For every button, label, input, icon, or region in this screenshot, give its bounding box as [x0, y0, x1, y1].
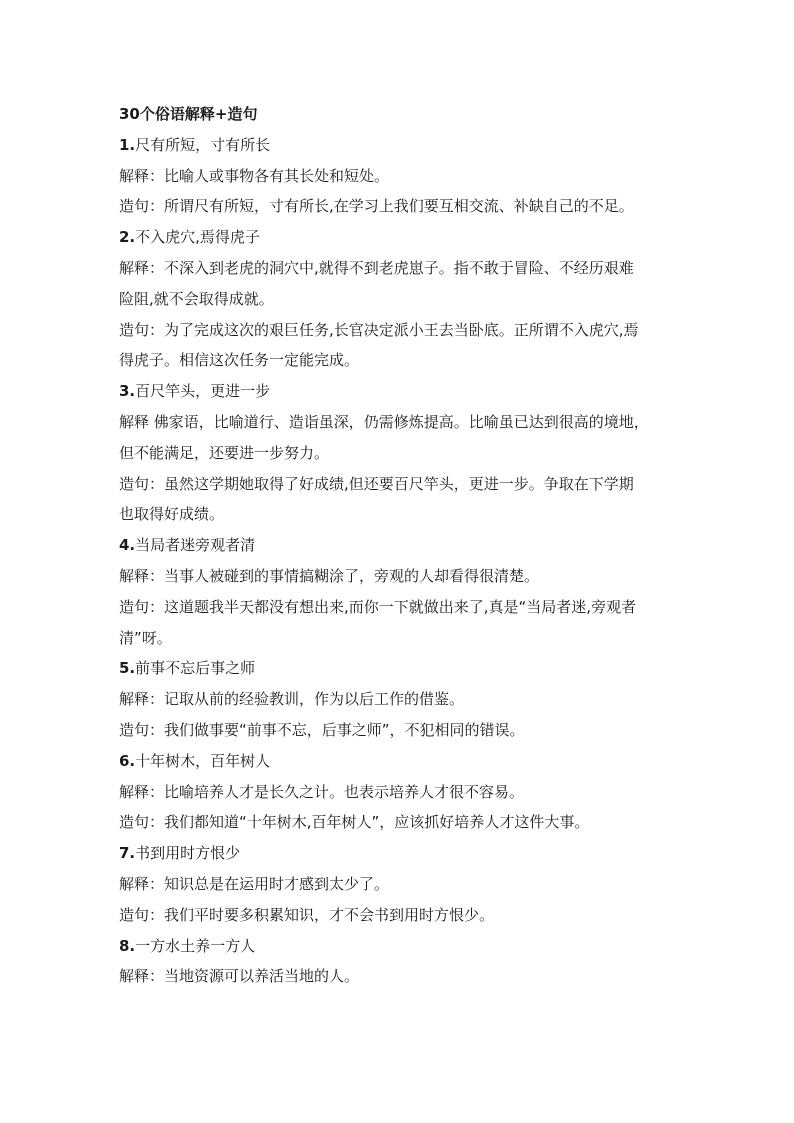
proverb-text: 当局者迷旁观者清 — [135, 536, 256, 555]
explanation-text: 解释：当地资源可以养活当地的人。 — [119, 967, 360, 986]
explanation-text: 解释：比喻人或事物各有其长处和短处。 — [119, 166, 390, 185]
document-body — [119, 99, 679, 992]
entry-heading — [119, 130, 679, 161]
example-sentence: 造句：这道题我半天都没有想出来,而你一下就做出来了,真是“当局者迷,旁观者 — [119, 597, 637, 616]
entry-number: 3. — [119, 382, 136, 401]
entry-heading — [119, 530, 679, 561]
proverb-text: 百尺竿头，更进一步 — [135, 382, 271, 401]
proverb-text: 尺有所短，寸有所长 — [135, 135, 271, 154]
explanation-text: 解释：知识总是在运用时才感到太少了。 — [119, 874, 390, 893]
example-sentence: 造句：我们平时要多积累知识，才不会书到用时方恨少。 — [119, 905, 495, 924]
example-sentence: 造句：我们都知道“十年树木,百年树人”，应该抓好培养人才这件大事。 — [119, 813, 590, 832]
explanation-text: 但不能满足，还要进一步努力。 — [119, 443, 330, 462]
entry-number: 4. — [119, 536, 136, 555]
proverb-text: 书到用时方恨少 — [135, 844, 241, 863]
entry-number: 2. — [119, 228, 136, 247]
entry-heading — [119, 653, 679, 684]
explanation-text: 解释 佛家语，比喻道行、造诣虽深，仍需修炼提高。比喻虽已达到很高的境地， — [119, 412, 649, 431]
entry-heading — [119, 931, 679, 962]
explanation-text: 解释：比喻培养人才是长久之计。也表示培养人才很不容易。 — [119, 782, 525, 801]
entry-number: 8. — [119, 936, 136, 955]
entry-heading — [119, 838, 679, 869]
entry-number: 7. — [119, 844, 136, 863]
entry-number: 1. — [119, 135, 136, 154]
example-sentence: 得虎子。相信这次任务一定能完成。 — [119, 351, 360, 370]
entry-number: 5. — [119, 659, 136, 678]
proverb-text: 不入虎穴,焉得虎子 — [135, 228, 260, 247]
explanation-text: 解释：记取从前的经验教训，作为以后工作的借鉴。 — [119, 690, 465, 709]
example-sentence: 造句：虽然这学期她取得了好成绩,但还要百尺竿头，更进一步。争取在下学期 — [119, 474, 634, 493]
entry-heading — [119, 222, 679, 253]
proverb-text: 十年树木，百年树人 — [135, 751, 271, 770]
example-sentence: 造句：我们做事要“前事不忘，后事之师”，不犯相同的错误。 — [119, 720, 525, 739]
proverb-text: 前事不忘后事之师 — [135, 659, 256, 678]
document-title: 30个俗语解释+造句 — [119, 105, 258, 123]
entry-number: 6. — [119, 751, 136, 770]
example-sentence: 清”呀。 — [119, 628, 172, 647]
example-sentence: 造句：所谓尺有所短，寸有所长,在学习上我们要互相交流、补缺自己的不足。 — [119, 197, 634, 216]
explanation-text: 险阻,就不会取得成就。 — [119, 289, 274, 308]
proverb-text: 一方水土养一方人 — [135, 936, 256, 955]
example-sentence: 造句：为了完成这次的艰巨任务,长官决定派小王去当卧底。正所谓不入虎穴,焉 — [119, 320, 639, 339]
example-sentence: 也取得好成绩。 — [119, 505, 225, 524]
entry-heading — [119, 376, 679, 407]
explanation-text: 解释：不深入到老虎的洞穴中,就得不到老虎崽子。指不敢于冒险、不经历艰难 — [119, 258, 634, 277]
entry-heading — [119, 746, 679, 777]
explanation-text: 解释：当事人被碰到的事情搞糊涂了，旁观的人却看得很清楚。 — [119, 566, 540, 585]
